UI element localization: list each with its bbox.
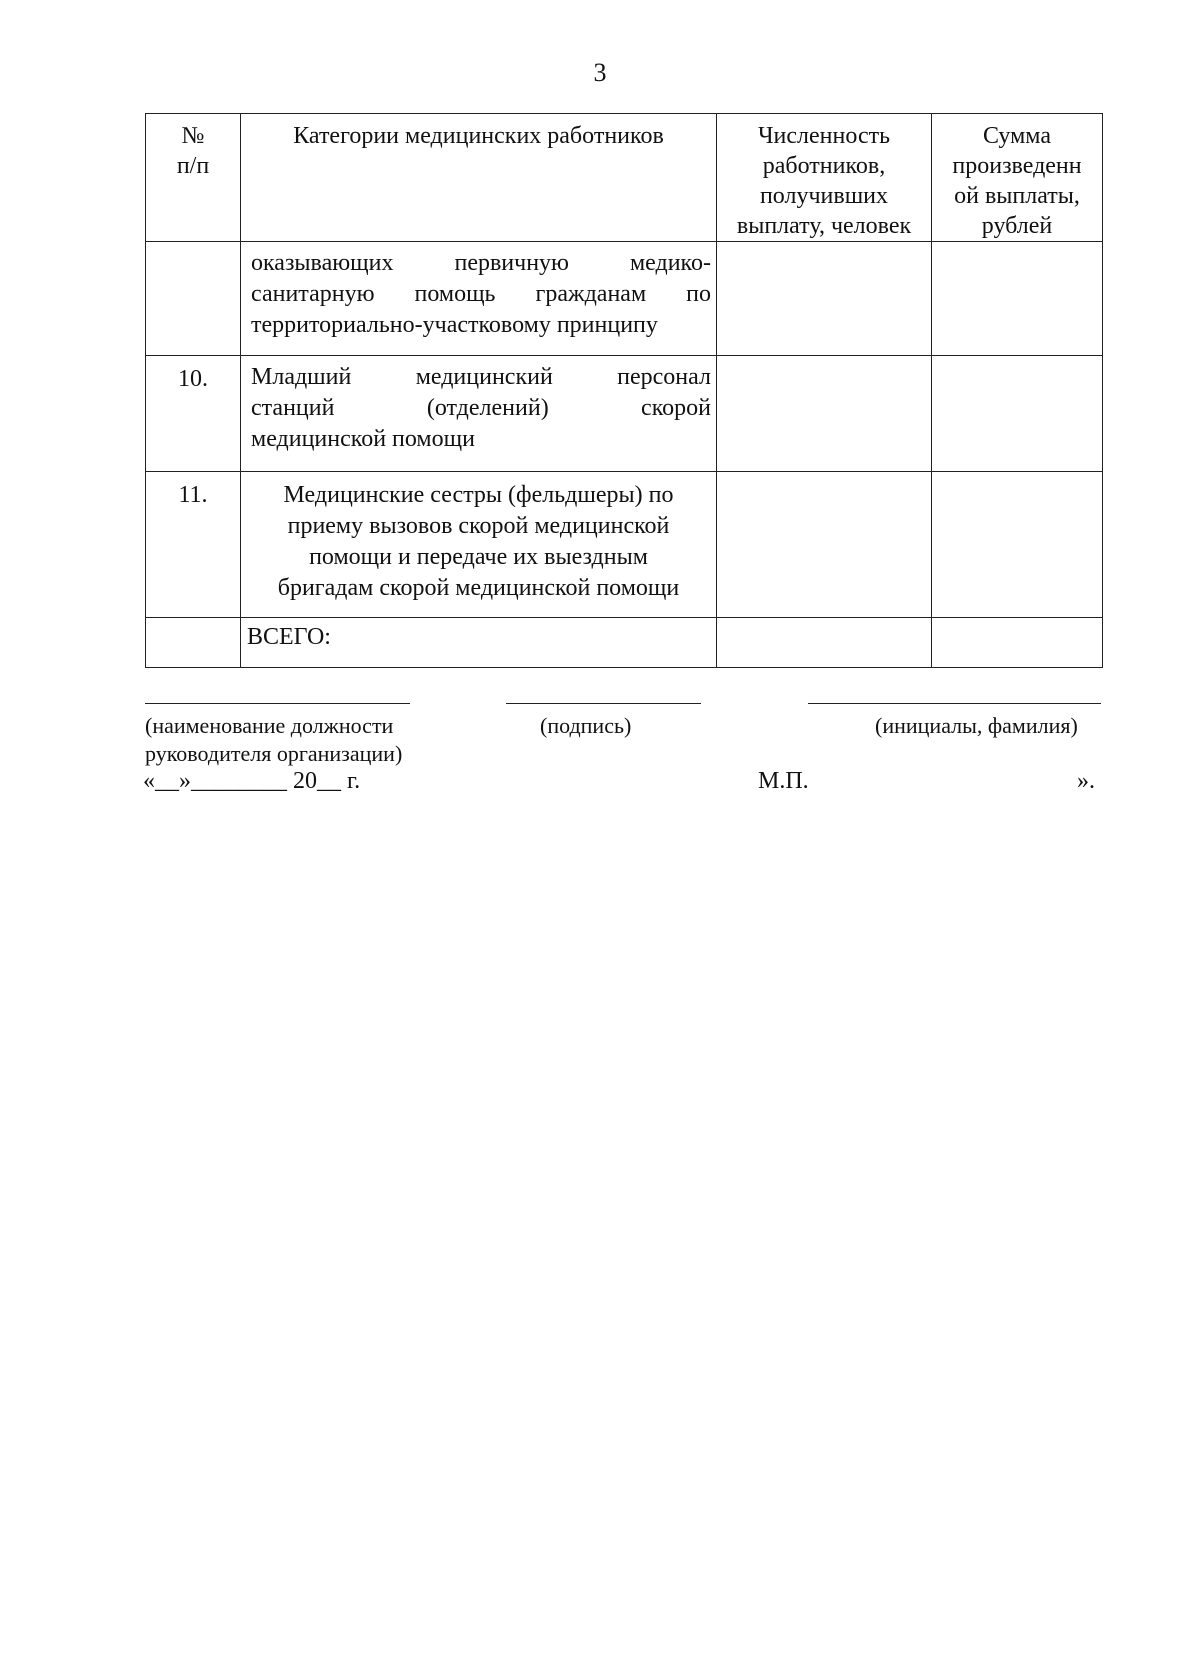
row-category: Медицинские сестры (фельдшеры) по приему вызовов скорой медицинской помощи и передаче их выездным бригадам скорой медицинской помощи	[241, 472, 717, 618]
table-row	[146, 356, 1103, 472]
table-header-row	[146, 114, 1103, 242]
date-line: «__»________ 20__ г.	[143, 768, 361, 794]
signature-line	[506, 703, 701, 704]
header-payment-sum: Сумма произведенн ой выплаты, рублей	[932, 114, 1103, 242]
total-sum-cell	[932, 618, 1103, 668]
row-sum-cell	[932, 356, 1103, 472]
total-label: ВСЕГО:	[241, 618, 717, 668]
total-count-cell	[717, 618, 932, 668]
row-sum-cell	[932, 242, 1103, 356]
position-signature-line	[145, 703, 410, 704]
header-number: № п/п	[146, 114, 241, 242]
table-row	[146, 472, 1103, 618]
row-count-cell	[717, 242, 932, 356]
page-number: 3	[593, 58, 607, 87]
row-number	[146, 242, 241, 356]
position-caption: (наименование должности руководителя организации)	[145, 713, 403, 766]
name-caption: (инициалы, фамилия)	[875, 713, 1078, 738]
signature-caption: (подпись)	[540, 713, 632, 738]
row-count-cell	[717, 472, 932, 618]
row-number	[146, 618, 241, 668]
row-count-cell	[717, 356, 932, 472]
table-total-row	[146, 618, 1103, 668]
row-number: 10.	[146, 356, 241, 472]
closing-quote: ».	[1077, 768, 1095, 794]
payments-table	[145, 113, 1103, 668]
row-sum-cell	[932, 472, 1103, 618]
table-row	[146, 242, 1103, 356]
header-category: Категории медицинских работников	[241, 114, 717, 242]
row-category: оказывающих первичную медико- санитарную помощь гражданам по территориально-участковому принципу	[241, 242, 717, 356]
name-signature-line	[808, 703, 1101, 704]
row-category: Младший медицинский персонал станций (отделений) скорой медицинской помощи	[241, 356, 717, 472]
row-number: 11.	[146, 472, 241, 618]
header-employee-count: Численность работников, получивших выплату, человек	[717, 114, 932, 242]
stamp-label: М.П.	[758, 768, 809, 794]
